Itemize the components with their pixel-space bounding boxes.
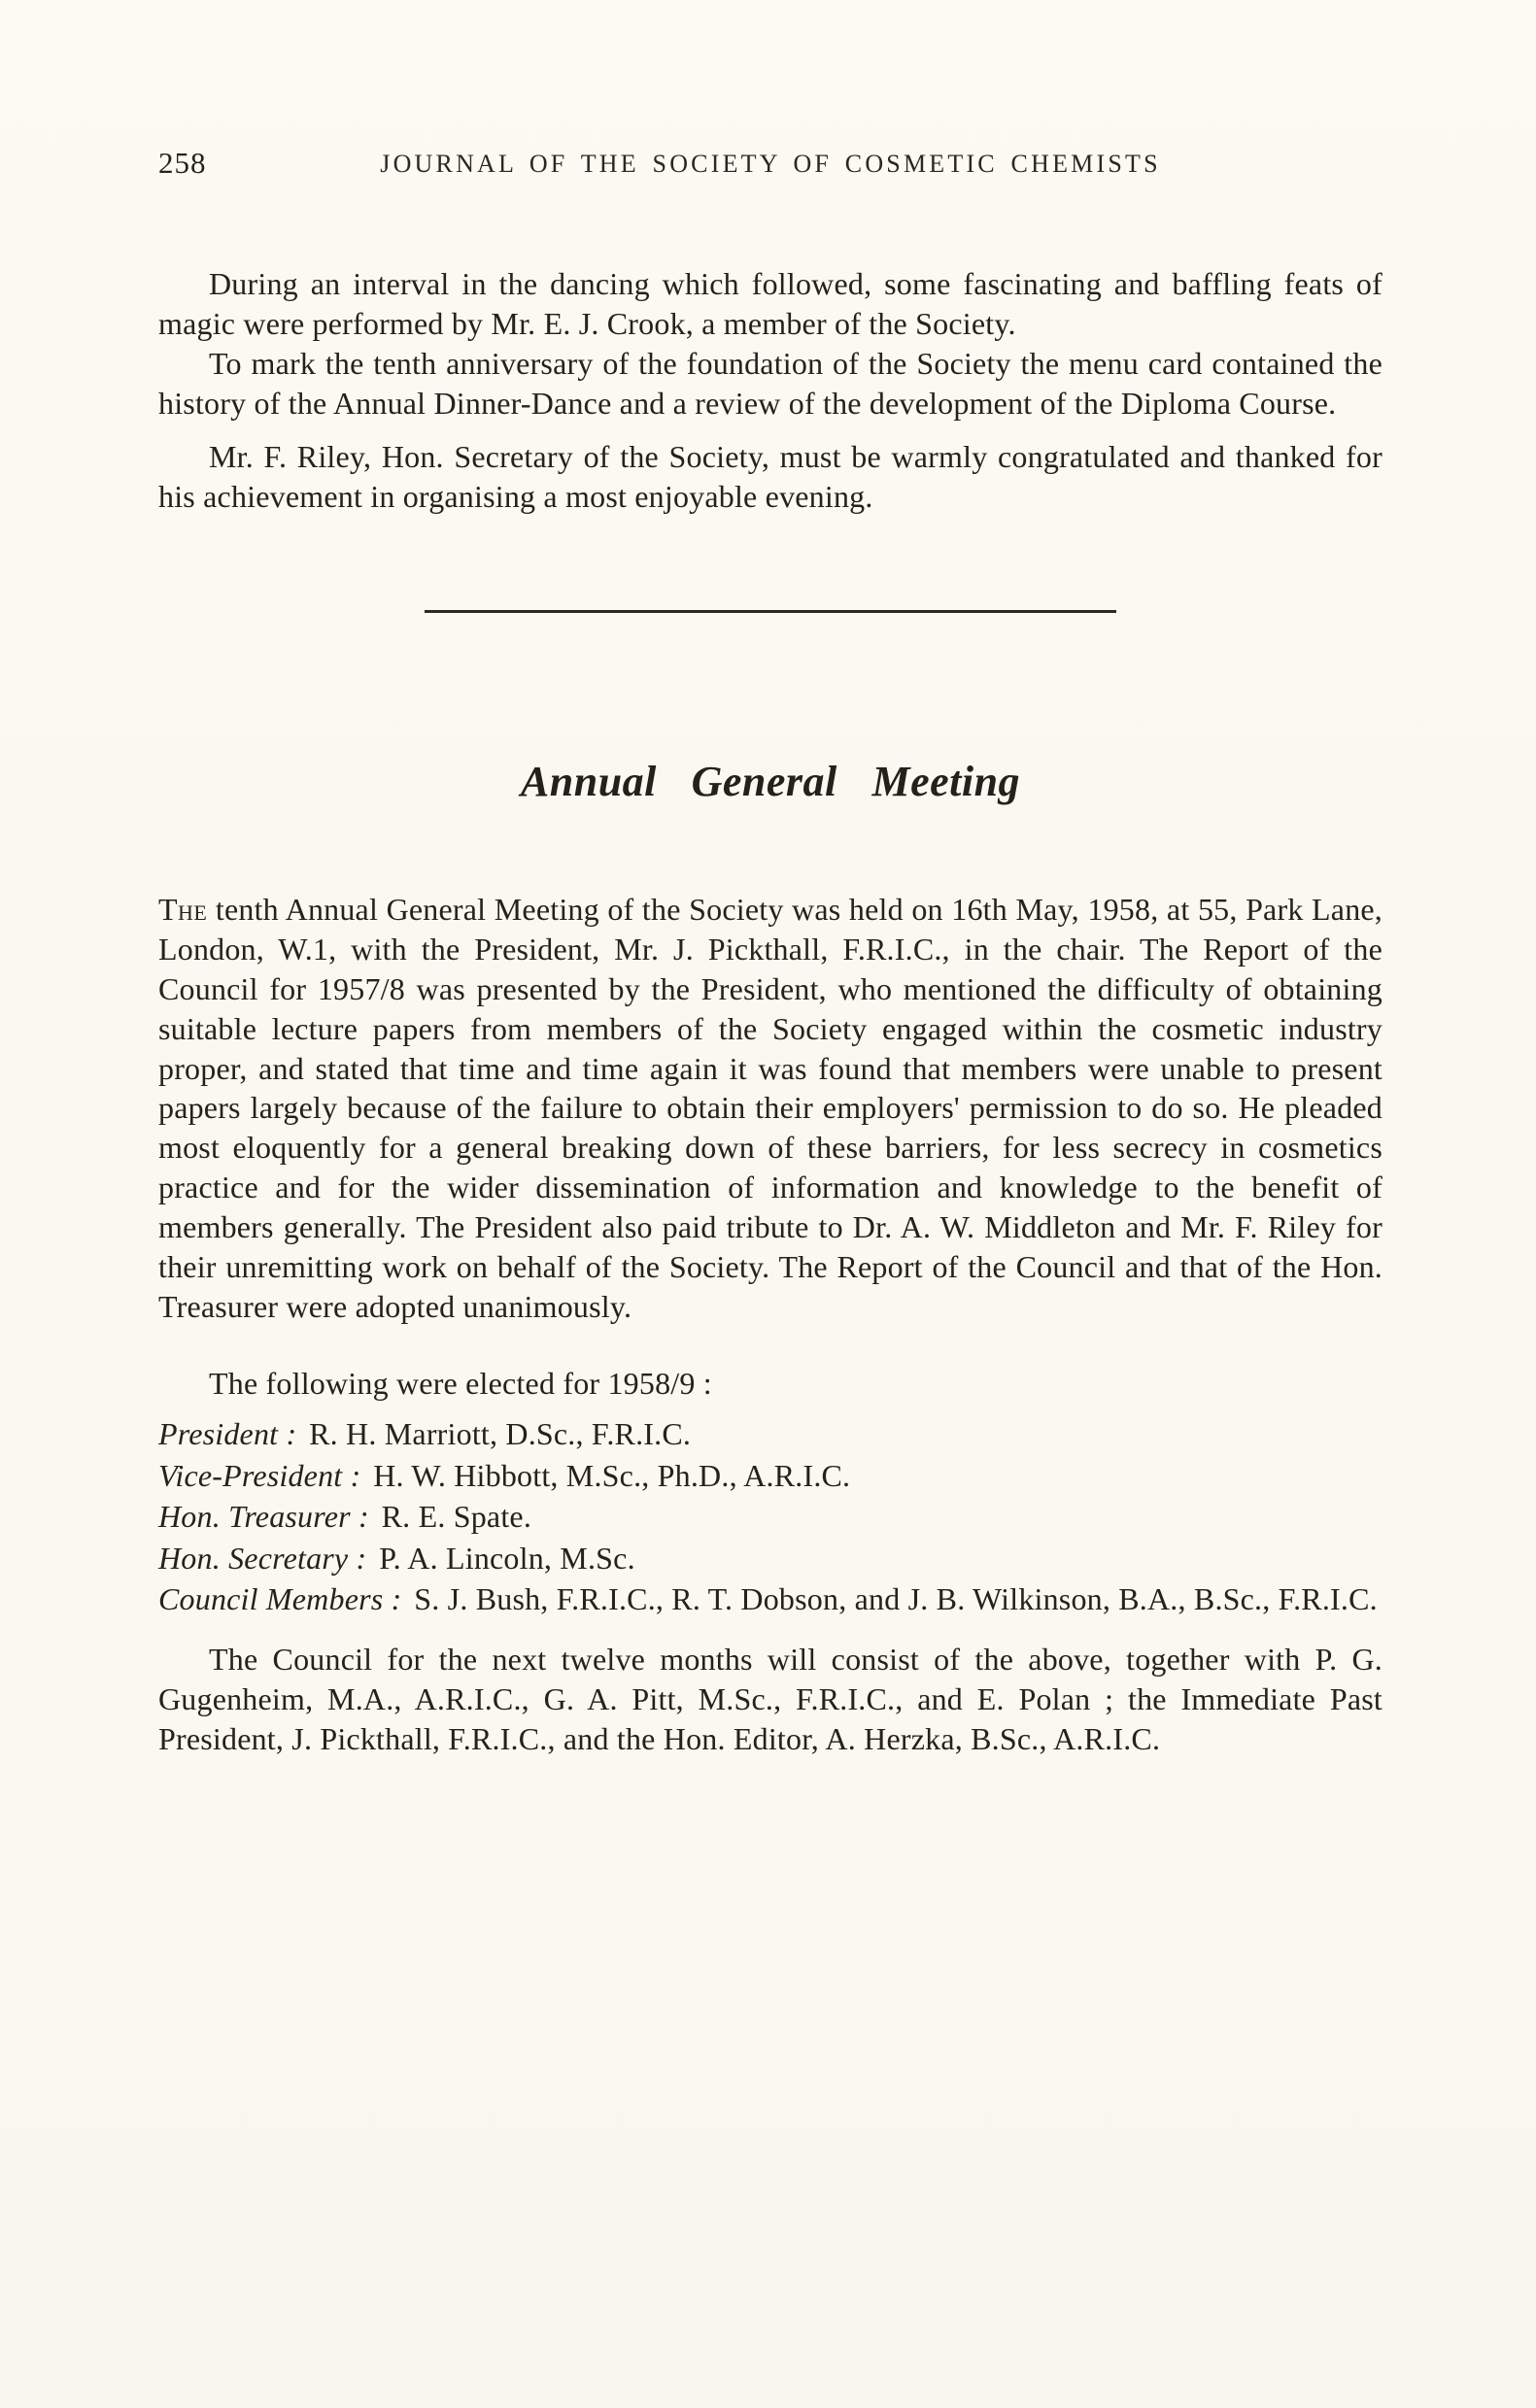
officer-name: R. H. Marriott, D.Sc., F.R.I.C.	[309, 1416, 692, 1452]
officer-role: Hon. Secretary :	[158, 1540, 367, 1576]
elected-intro-line: The following were elected for 1958/9 :	[209, 1366, 712, 1402]
agm-lead-word: The	[158, 891, 208, 927]
agm-section-title: Annual General Meeting	[520, 757, 1021, 805]
officer-name: R. E. Spate.	[381, 1499, 532, 1535]
officer-row-vice-president	[158, 1455, 1382, 1497]
officer-role: President :	[158, 1416, 297, 1452]
officer-name: P. A. Lincoln, M.Sc.	[379, 1540, 635, 1576]
agm-intro-text: tenth Annual General Meeting of the Society was held on 16th May, 1958, at 55, Park Lane, London, W.1, with the President, Mr. J. Pickthall, F.R.I.C., in the chair. The Report of the Council for 1957/8 was presented by the President, who mentioned the difficulty of obtaining suitable lecture papers from members of the Society engaged within the cosmetic industry proper, and stated that time and time again it was found that members were unable to present papers largely because of the failure to obtain their employers' permission to do so. He pleaded most eloquently for a general breaking down of these barriers, for less secrecy in cosmetics practice and for the wider dissemination of information and knowledge to the benefit of members generally. The President also paid tribute to Dr. A. W. Middleton and Mr. F. Riley for their unremitting work on behalf of the Society. The Report of the Council and that of the Hon. Treasurer were adopted unanimously.	[158, 891, 1382, 1325]
dinner-paragraph-3: Mr. F. Riley, Hon. Secretary of the Society, must be warmly congratulated and thanked for his achievement in organising a most enjoyable evening.	[158, 438, 1382, 514]
running-head	[158, 146, 1382, 188]
section-divider	[425, 610, 1116, 613]
officer-row-president	[158, 1413, 1382, 1455]
officer-row-hon-treasurer	[158, 1496, 1382, 1538]
officer-role: Vice-President :	[158, 1457, 361, 1493]
page-body	[158, 264, 1382, 1759]
dinner-paragraph-1: During an interval in the dancing which followed, some fascinating and baffling feats of magic were performed by Mr. E. J. Crook, a member of the Society.	[158, 266, 1382, 341]
elected-officers-list	[158, 1413, 1382, 1620]
officer-name: H. W. Hibbott, M.Sc., Ph.D., A.R.I.C.	[373, 1457, 851, 1493]
agm-intro-paragraph	[158, 890, 1382, 1327]
officer-row-hon-secretary	[158, 1538, 1382, 1579]
closing-paragraph: The Council for the next twelve months will consist of the above, together with P. G. Gugenheim, M.A., A.R.I.C., G. A. Pitt, M.Sc., F.R.I.C., and E. Polan ; the Immediate Past President, J. Pickthall, F.R.I.C., and the Hon. Editor, A. Herzka, B.Sc., A.R.I.C.	[158, 1641, 1382, 1756]
officer-row-council-members	[158, 1578, 1382, 1620]
page-number: 258	[158, 146, 207, 180]
officer-role: Hon. Treasurer :	[158, 1499, 369, 1535]
officer-name: S. J. Bush, F.R.I.C., R. T. Dobson, and J. B. Wilkinson, B.A., B.Sc., F.R.I.C.	[414, 1581, 1378, 1617]
dinner-paragraph-2: To mark the tenth anniversary of the foundation of the Society the menu card contained the history of the Annual Dinner-Dance and a review of the development of the Diploma Course.	[158, 345, 1382, 421]
officer-role: Council Members :	[158, 1581, 402, 1617]
journal-header: JOURNAL OF THE SOCIETY OF COSMETIC CHEMISTS	[380, 150, 1161, 178]
